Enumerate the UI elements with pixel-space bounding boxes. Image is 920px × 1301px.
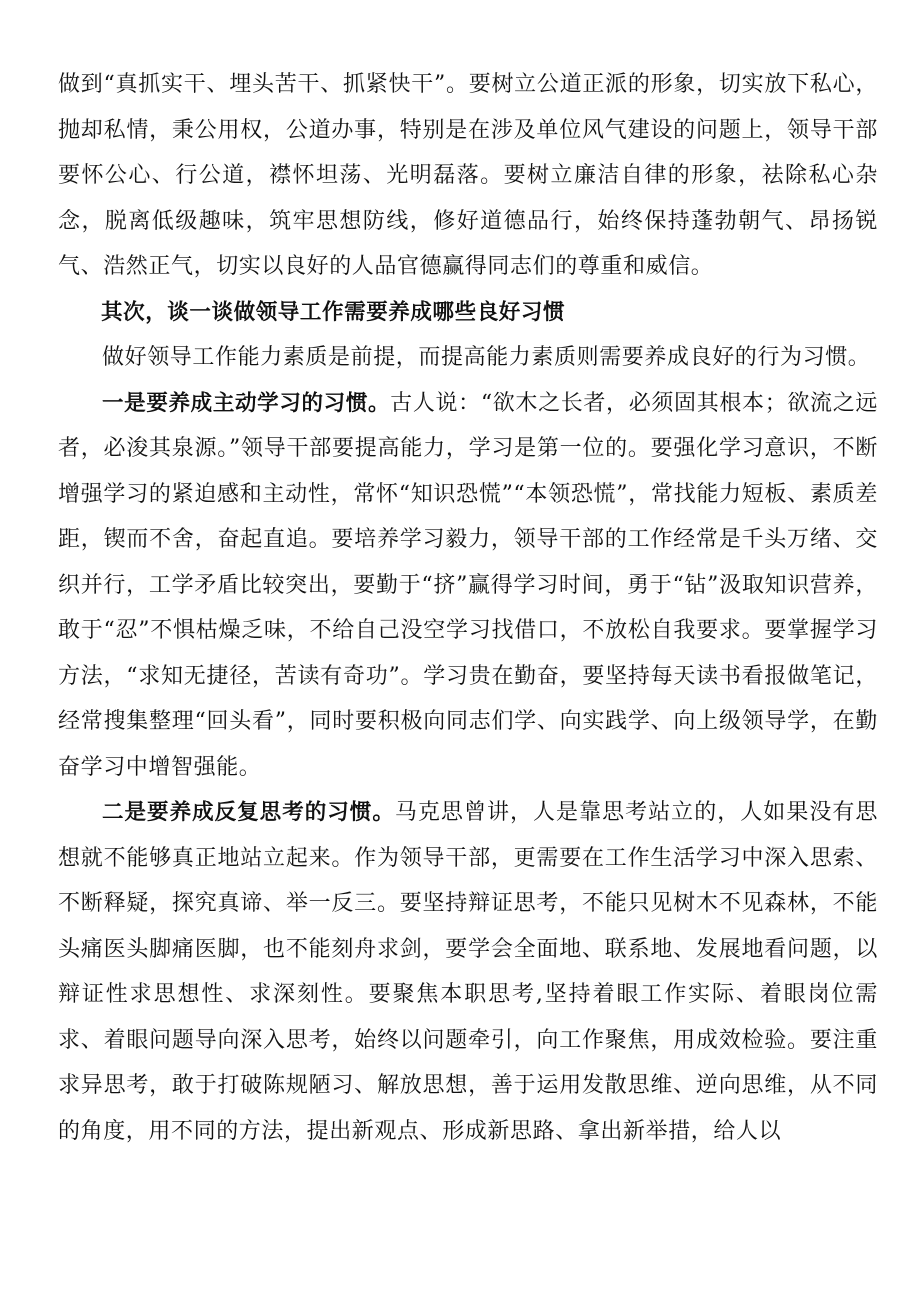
section-heading: 其次，谈一谈做领导工作需要养成哪些良好习惯 [101,299,566,325]
paragraph-4-lead: 二是要养成反复思考的习惯。 [102,800,395,825]
paragraph-4-body: 马克思曾讲，人是靠思考站立的，人如果没有思想就不能够真正地站立起来。作为领导干部，更需要在工作生活学习中深入思索、不断释疑，探究真谛、举一反三。要坚持辩证思考，不能只见树木不见森林，不能头痛医头脚痛医脚，也不能刻舟求剑，要学会全面地、联系地、发展地看问题，以辩证性求思想性、求深刻性。要聚焦本职思考,坚持着眼工作实际、着眼岗位需求、着眼问题导向深入思考，始终以问题牵引，向工作聚焦，用成效检验。要注重求异思考，敢于打破陈规陋习、解放思想，善于运用发散思维、逆向思维，从不同的角度，用不同的方法，提出新观点、形成新思路、拿出新举措，给人以 [58,800,878,1144]
paragraph-3-body: 古人说：“欲木之长者，必须固其根本；欲流之远者，必浚其泉源。”领导干部要提高能力，学习是第一位的。要强化学习意识，不断增强学习的紧迫感和主动性，常怀“知识恐慌”“本领恐慌”，常找能力短板、素质差距，锲而不舍，奋起直追。要培养学习毅力，领导干部的工作经常是千头万绪、交织并行，工学矛盾比较突出，要勤于“挤”赢得学习时间，勇于“钻”汲取知识营养，敢于“忍”不惧枯燥乏味，不给自己没空学习找借口，不放松自我要求。要掌握学习方法，“求知无捷径，苦读有奇功”。学习贵在勤奋，要坚持每天读书看报做笔记，经常搜集整理“回头看”，同时要积极向同志们学、向实践学、向上级领导学，在勤奋学习中增智强能。 [58,390,878,780]
document-page [58,62,878,1154]
paragraph-3-lead: 一是要养成主动学习的习惯。 [102,390,391,416]
paragraph-1: 做到“真抓实干、埋头苦干、抓紧快干”。要树立公道正派的形象，切实放下私心，抛却私情，秉公用权，公道办事，特别是在涉及单位风气建设的问题上，领导干部要怀公心、行公道，襟怀坦荡、光明磊落。要树立廉洁自律的形象，祛除私心杂念，脱离低级趣味，筑牢思想防线，修好道德品行，始终保持蓬勃朝气、昂扬锐气、浩然正气，切实以良好的人品官德赢得同志们的尊重和威信。 [58,72,878,279]
paragraph-4 [58,790,878,1154]
paragraph-3 [58,381,878,791]
paragraph-2: 做好领导工作能力素质是前提，而提高能力素质则需要养成良好的行为习惯。 [102,345,871,370]
